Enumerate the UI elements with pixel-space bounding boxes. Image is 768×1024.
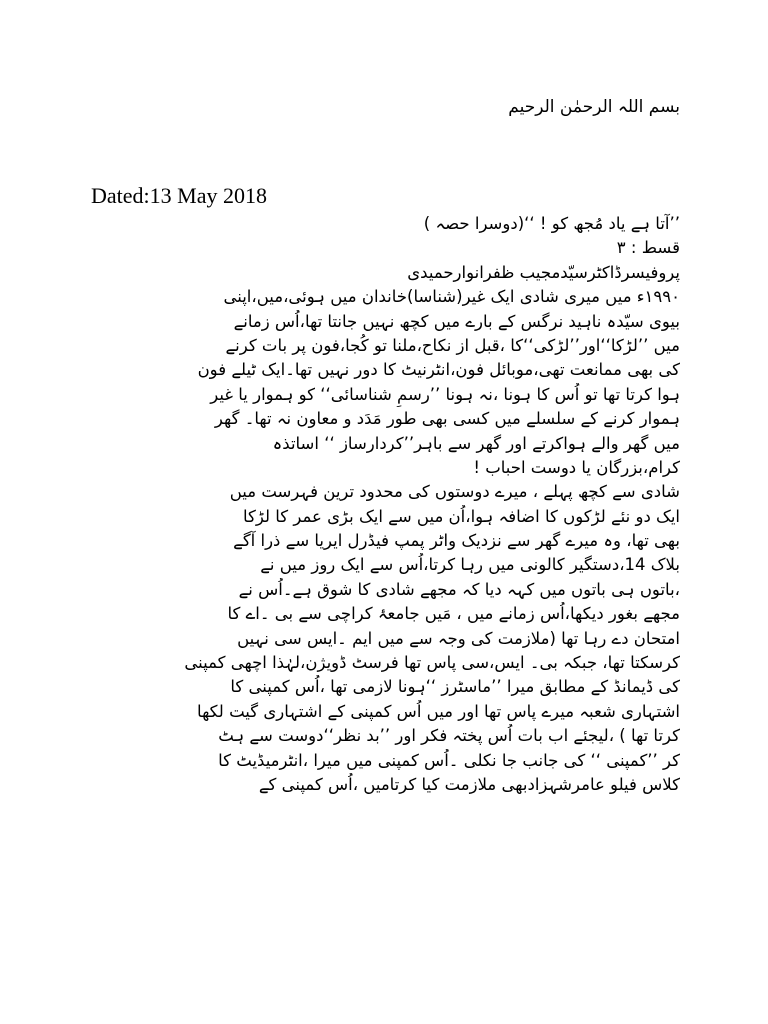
text-line: ایک دو نئے لڑکوں کا اضافہ ہوا،اُن میں سے ایک بڑی عمر کا لڑکا (243, 506, 680, 526)
text-line: ،باتوں ہی باتوں میں کہہ دیا کہ مجھے شادی کا شوق ہے۔اُس نے (238, 579, 680, 599)
text-line: کی ڈیمانڈ کے مطابق میرا ’’ماسٹرز ‘‘ہونا لازمی تھا ،اُس کمپنی کا (230, 677, 680, 697)
text-line: کر ’’کمپنی ‘‘ کی جانب جا نکلی ۔اُس کمپنی میں میرا ،انٹرمیڈیٹ کا (218, 750, 680, 770)
text-line: کرسکتا تھا، جبکہ بی۔ ایس،سی پاس تھا فرسٹ ڈویژن،لہٰذا اچھی کمپنی (184, 653, 680, 673)
text-line: بلاک 14،دستگیر کالونی میں رہا کرتا،اُس سے ایک روز میں نے (260, 555, 680, 575)
text-line: قسط : ۳ (616, 238, 680, 258)
text-line: امتحان دے رہا تھا (ملازمت کی وجہ سے میں ایم ۔ایس سی نہیں (237, 628, 680, 648)
text-line: میں گھر والے ہواکرتے اور گھر سے باہر’’کردارساز ‘‘ اساتذہ (272, 433, 680, 453)
text-line: پروفیسرڈاکٹرسیّدمجیب ظفرانوارحمیدی (407, 262, 680, 282)
bismillah-heading: بسم اللہ الرحمٰن الرحیم (508, 97, 680, 117)
text-line: اشتہاری شعبہ میرے پاس تھا اور میں اُس کمپنی کے اشتہاری گیت لکھا (197, 701, 680, 721)
text-line: مجھے بغور دیکھا،اُس زمانے میں ، مَیں جامعۂ کراچی سے بی ۔اے کا (227, 604, 680, 624)
text-line: ۱۹۹۰ء میں میری شادی ایک غیر(شناسا)خاندان میں ہوئی،میں،اپنی (223, 287, 680, 307)
text-line: کی بھی ممانعت تھی،موبائل فون،انٹرنیٹ کا دور نہیں تھا۔ایک ٹیلے فون (197, 360, 680, 380)
text-line: شادی سے کچھ پہلے ، میرے دوستوں کی محدود ترین فہرست میں (229, 482, 680, 502)
text-line: بیوی سیّدہ ناہید نرگس کے بارے میں کچھ نہیں جانتا تھا،اُس زمانے (233, 311, 680, 331)
text-line: کرتا تھا ) ،لیجئے اب بات اُس پختہ فکر اور ’’بد نظر‘‘دوست سے ہٹ (218, 726, 680, 746)
text-line: کلاس فیلو عامرشہزادبھی ملازمت کیا کرتامیں ،اُس کمپنی کے (258, 774, 680, 794)
article-body (86, 212, 680, 797)
text-line: بھی تھا، وہ میرے گھر سے نزدیک واٹر پمپ فیڈرل ایریا سے ذرا آگے (233, 531, 680, 551)
text-line: میں ’’لڑکا‘‘اور’’لڑکی‘‘کا ،قبل از نکاح،ملنا تو کُجا،فون پر بات کرنے (225, 335, 680, 355)
text-line: کرام،بزرگان یا دوست احباب ! (473, 457, 680, 477)
text-line: ہوا کرتا تھا تو اُس کا ہونا ،نہ ہونا ’’رسمِ شناسائی‘‘ کو ہموار یا غیر (210, 384, 680, 404)
text-line: ’’آتا ہے یاد مُجھ کو ! ‘‘(دوسرا حصہ ) (423, 214, 680, 233)
date-line: Dated:13 May 2018 (91, 183, 267, 208)
text-line: ہموار کرنے کے سلسلے میں کسی بھی طور مَدَد و معاون نہ تھا۔ گھر (214, 409, 680, 429)
